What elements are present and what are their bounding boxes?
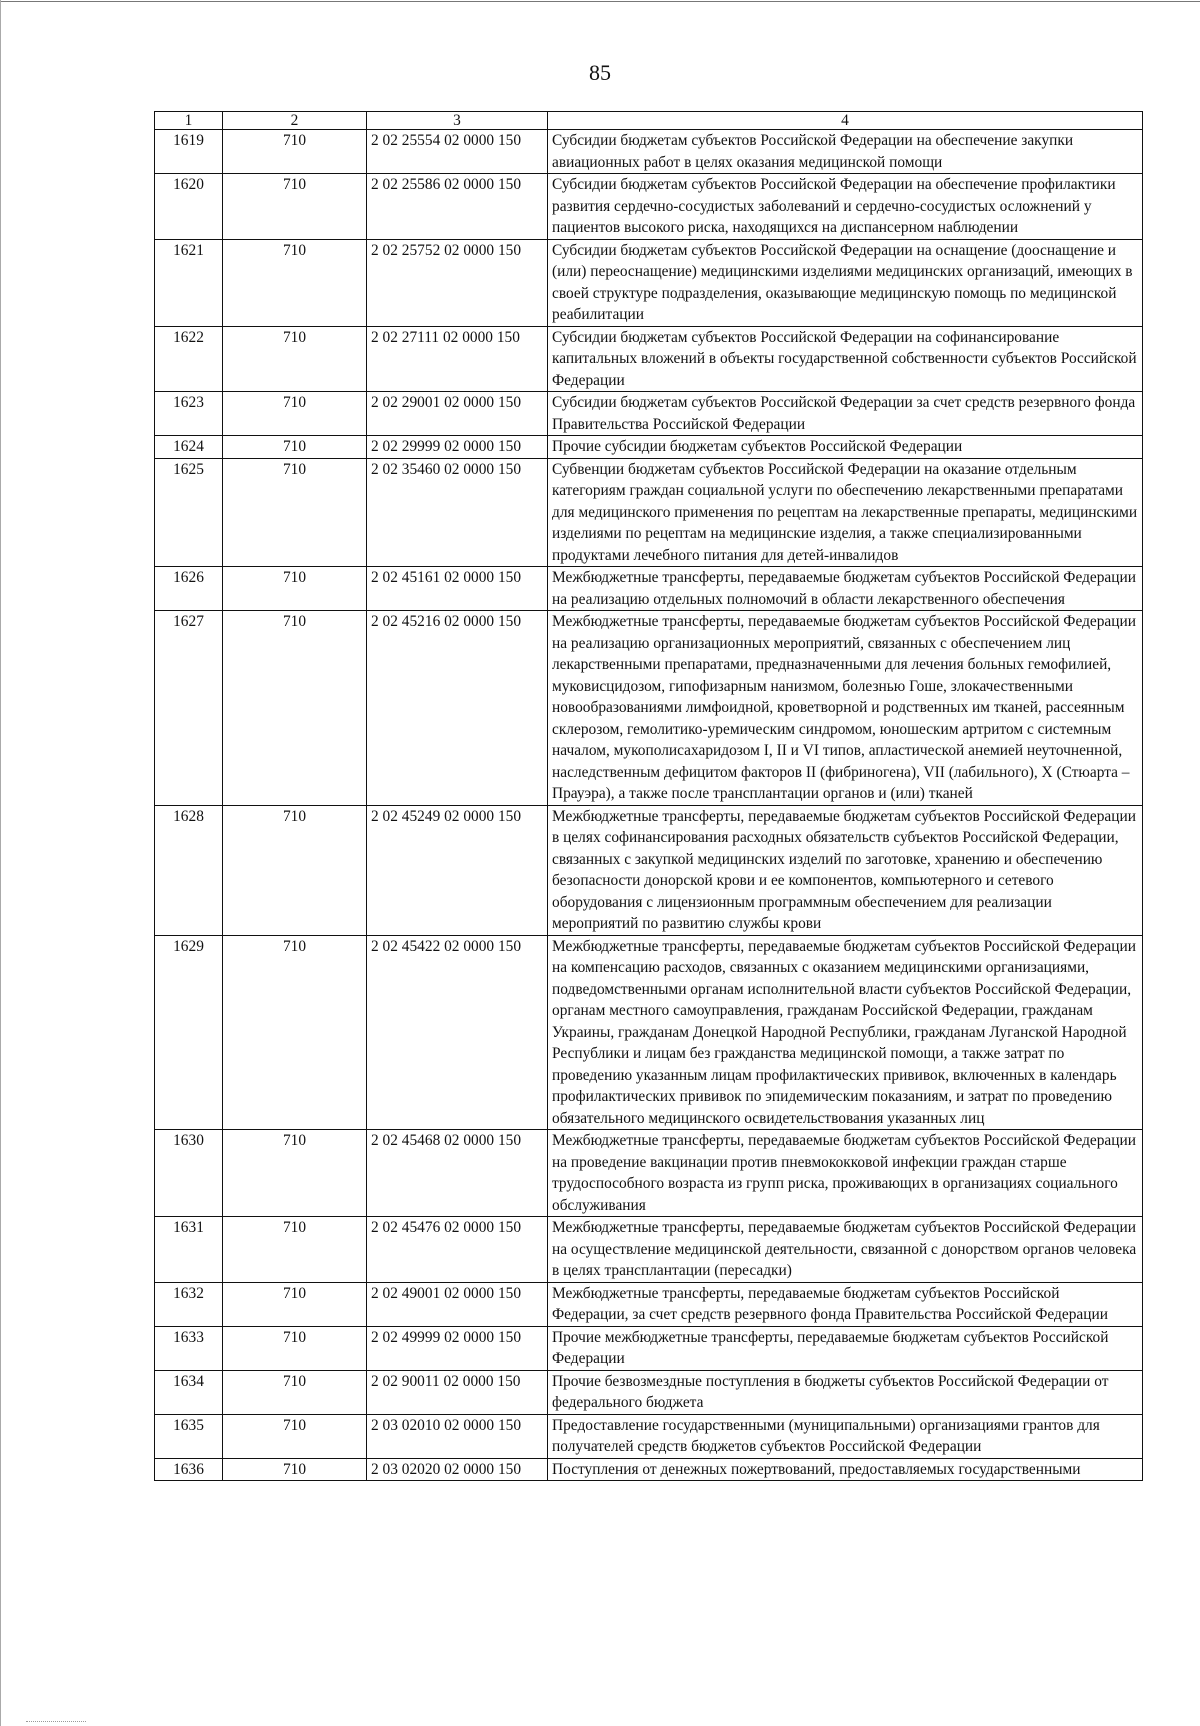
table-row xyxy=(155,1130,1143,1217)
revenue-name: Поступления от денежных пожертвований, предоставляемых государственными xyxy=(548,1458,1143,1480)
revenue-name: Предоставление государственными (муниципальными) организациями грантов для получателей средств бюджетов субъектов Российской Федерации xyxy=(548,1414,1143,1458)
revenue-code: 2 02 27111 02 0000 150 xyxy=(367,326,548,392)
admin-code: 710 xyxy=(223,611,367,806)
table-row xyxy=(155,458,1143,567)
header-col-2: 2 xyxy=(223,112,367,130)
revenue-code: 2 03 02010 02 0000 150 xyxy=(367,1414,548,1458)
row-number: 1634 xyxy=(155,1370,223,1414)
admin-code: 710 xyxy=(223,130,367,174)
row-number: 1631 xyxy=(155,1217,223,1283)
revenue-code: 2 03 02020 02 0000 150 xyxy=(367,1458,548,1480)
revenue-name: Прочие межбюджетные трансферты, передаваемые бюджетам субъектов Российской Федерации xyxy=(548,1326,1143,1370)
revenue-name: Субсидии бюджетам субъектов Российской Федерации на обеспечение закупки авиационных работ в целях оказания медицинской помощи xyxy=(548,130,1143,174)
page-number: 85 xyxy=(589,60,611,85)
admin-code: 710 xyxy=(223,239,367,326)
revenue-name: Межбюджетные трансферты, передаваемые бюджетам субъектов Российской Федерации на проведение вакцинации против пневмококковой инфекции граждан старше трудоспособного возраста из групп риска, проживающих в организациях социального обслуживания xyxy=(548,1130,1143,1217)
row-number: 1628 xyxy=(155,805,223,935)
revenue-code: 2 02 90011 02 0000 150 xyxy=(367,1370,548,1414)
admin-code: 710 xyxy=(223,436,367,459)
revenue-name: Межбюджетные трансферты, передаваемые бюджетам субъектов Российской Федерации на компенсацию расходов, связанных с оказанием медицинскими организациями, подведомственными органам исполнительной власти субъектов Российской Федерации, органам местного самоуправления, гражданам Российской Федерации, гражданам Украины, гражданам Донецкой Народной Республики, гражданам Луганской Народной Республики и лицам без гражданства медицинской помощи, а также затрат по проведению указанным лицам профилактических прививок, включенных в календарь профилактических прививок по эпидемическим показаниям, и затрат по проведению обязательного медицинского освидетельствования указанных лиц xyxy=(548,935,1143,1130)
row-number: 1633 xyxy=(155,1326,223,1370)
row-number: 1621 xyxy=(155,239,223,326)
row-number: 1619 xyxy=(155,130,223,174)
admin-code: 710 xyxy=(223,174,367,240)
table-row xyxy=(155,1370,1143,1414)
table-row xyxy=(155,392,1143,436)
revenue-code: 2 02 25586 02 0000 150 xyxy=(367,174,548,240)
row-number: 1630 xyxy=(155,1130,223,1217)
row-number: 1626 xyxy=(155,567,223,611)
row-number: 1624 xyxy=(155,436,223,459)
table-row xyxy=(155,1414,1143,1458)
table-row xyxy=(155,239,1143,326)
admin-code: 710 xyxy=(223,392,367,436)
revenue-code: 2 02 49999 02 0000 150 xyxy=(367,1326,548,1370)
admin-code: 710 xyxy=(223,567,367,611)
revenue-name: Субсидии бюджетам субъектов Российской Федерации на обеспечение профилактики развития сердечно-сосудистых заболеваний и сердечно-сосудистых осложнений у пациентов высокого риска, находящихся на диспансерном наблюдении xyxy=(548,174,1143,240)
admin-code: 710 xyxy=(223,1458,367,1480)
revenue-name: Межбюджетные трансферты, передаваемые бюджетам субъектов Российской Федерации в целях софинансирования расходных обязательств субъектов Российской Федерации, связанных с закупкой медицинских изделий по заготовке, хранению и обеспечению безопасности донорской крови и ее компонентов, компьютерного и сетевого оборудования с лицензионным программным обеспечением для реализации мероприятий по развитию службы крови xyxy=(548,805,1143,935)
revenue-name: Межбюджетные трансферты, передаваемые бюджетам субъектов Российской Федерации, за счет средств резервного фонда Правительства Российской Федерации xyxy=(548,1282,1143,1326)
table-row xyxy=(155,1458,1143,1480)
admin-code: 710 xyxy=(223,1414,367,1458)
table-row xyxy=(155,805,1143,935)
revenue-code: 2 02 25554 02 0000 150 xyxy=(367,130,548,174)
table-row xyxy=(155,174,1143,240)
table-row xyxy=(155,567,1143,611)
scan-top-edge xyxy=(0,1,1200,2)
admin-code: 710 xyxy=(223,1282,367,1326)
scan-left-edge xyxy=(0,0,1,1726)
header-col-4: 4 xyxy=(548,112,1143,130)
admin-code: 710 xyxy=(223,326,367,392)
table-row xyxy=(155,1282,1143,1326)
admin-code: 710 xyxy=(223,1130,367,1217)
scan-margin-mark xyxy=(26,1721,86,1722)
revenue-code: 2 02 45476 02 0000 150 xyxy=(367,1217,548,1283)
revenue-name: Межбюджетные трансферты, передаваемые бюджетам субъектов Российской Федерации на осуществление медицинской деятельности, связанной с донорством органов человека в целях трансплантации (пересадки) xyxy=(548,1217,1143,1283)
revenue-code: 2 02 45422 02 0000 150 xyxy=(367,935,548,1130)
row-number: 1625 xyxy=(155,458,223,567)
table-row xyxy=(155,935,1143,1130)
revenue-code: 2 02 45468 02 0000 150 xyxy=(367,1130,548,1217)
row-number: 1620 xyxy=(155,174,223,240)
table-row xyxy=(155,1217,1143,1283)
admin-code: 710 xyxy=(223,935,367,1130)
table-row xyxy=(155,436,1143,459)
table-row xyxy=(155,1326,1143,1370)
budget-classification-table xyxy=(154,111,1143,1481)
revenue-code: 2 02 45161 02 0000 150 xyxy=(367,567,548,611)
table-header-row xyxy=(155,112,1143,130)
table-row xyxy=(155,326,1143,392)
revenue-code: 2 02 25752 02 0000 150 xyxy=(367,239,548,326)
row-number: 1627 xyxy=(155,611,223,806)
revenue-code: 2 02 35460 02 0000 150 xyxy=(367,458,548,567)
admin-code: 710 xyxy=(223,1326,367,1370)
row-number: 1632 xyxy=(155,1282,223,1326)
admin-code: 710 xyxy=(223,1370,367,1414)
row-number: 1635 xyxy=(155,1414,223,1458)
revenue-code: 2 02 45216 02 0000 150 xyxy=(367,611,548,806)
revenue-name: Субсидии бюджетам субъектов Российской Федерации на оснащение (дооснащение и (или) переоснащение) медицинскими изделиями медицинских организаций, имеющих в своей структуре подразделения, оказывающие медицинскую помощь по медицинской реабилитации xyxy=(548,239,1143,326)
revenue-name: Субвенции бюджетам субъектов Российской Федерации на оказание отдельным категориям граждан социальной услуги по обеспечению лекарственными препаратами для медицинского применения по рецептам на лекарственные препараты, медицинскими изделиями по рецептам на медицинские изделия, а также специализированными продуктами лечебного питания для детей-инвалидов xyxy=(548,458,1143,567)
row-number: 1623 xyxy=(155,392,223,436)
revenue-code: 2 02 49001 02 0000 150 xyxy=(367,1282,548,1326)
table-row xyxy=(155,130,1143,174)
revenue-name: Прочие субсидии бюджетам субъектов Российской Федерации xyxy=(548,436,1143,459)
revenue-code: 2 02 29001 02 0000 150 xyxy=(367,392,548,436)
row-number: 1629 xyxy=(155,935,223,1130)
row-number: 1636 xyxy=(155,1458,223,1480)
admin-code: 710 xyxy=(223,1217,367,1283)
admin-code: 710 xyxy=(223,805,367,935)
revenue-code: 2 02 45249 02 0000 150 xyxy=(367,805,548,935)
revenue-name: Межбюджетные трансферты, передаваемые бюджетам субъектов Российской Федерации на реализацию организационных мероприятий, связанных с обеспечением лиц лекарственными препаратами, предназначенными для лечения больных гемофилией, муковисцидозом, гипофизарным нанизмом, болезнью Гоше, злокачественными новообразованиями лимфоидной, кроветворной и родственных им тканей, рассеянным склерозом, гемолитико-уремическим синдромом, юношеским артритом с системным началом, мукополисахаридозом I, II и VI типов, апластической анемией неуточненной, наследственным дефицитом факторов II (фибриногена), VII (лабильного), X (Стюарта – Прауэра), а также после трансплантации органов и (или) тканей xyxy=(548,611,1143,806)
header-col-3: 3 xyxy=(367,112,548,130)
revenue-name: Субсидии бюджетам субъектов Российской Федерации за счет средств резервного фонда Правительства Российской Федерации xyxy=(548,392,1143,436)
table-row xyxy=(155,611,1143,806)
revenue-name: Субсидии бюджетам субъектов Российской Федерации на софинансирование капитальных вложений в объекты государственной собственности субъектов Российской Федерации xyxy=(548,326,1143,392)
row-number: 1622 xyxy=(155,326,223,392)
admin-code: 710 xyxy=(223,458,367,567)
header-col-1: 1 xyxy=(155,112,223,130)
revenue-name: Межбюджетные трансферты, передаваемые бюджетам субъектов Российской Федерации на реализацию отдельных полномочий в области лекарственного обеспечения xyxy=(548,567,1143,611)
revenue-name: Прочие безвозмездные поступления в бюджеты субъектов Российской Федерации от федерального бюджета xyxy=(548,1370,1143,1414)
revenue-code: 2 02 29999 02 0000 150 xyxy=(367,436,548,459)
